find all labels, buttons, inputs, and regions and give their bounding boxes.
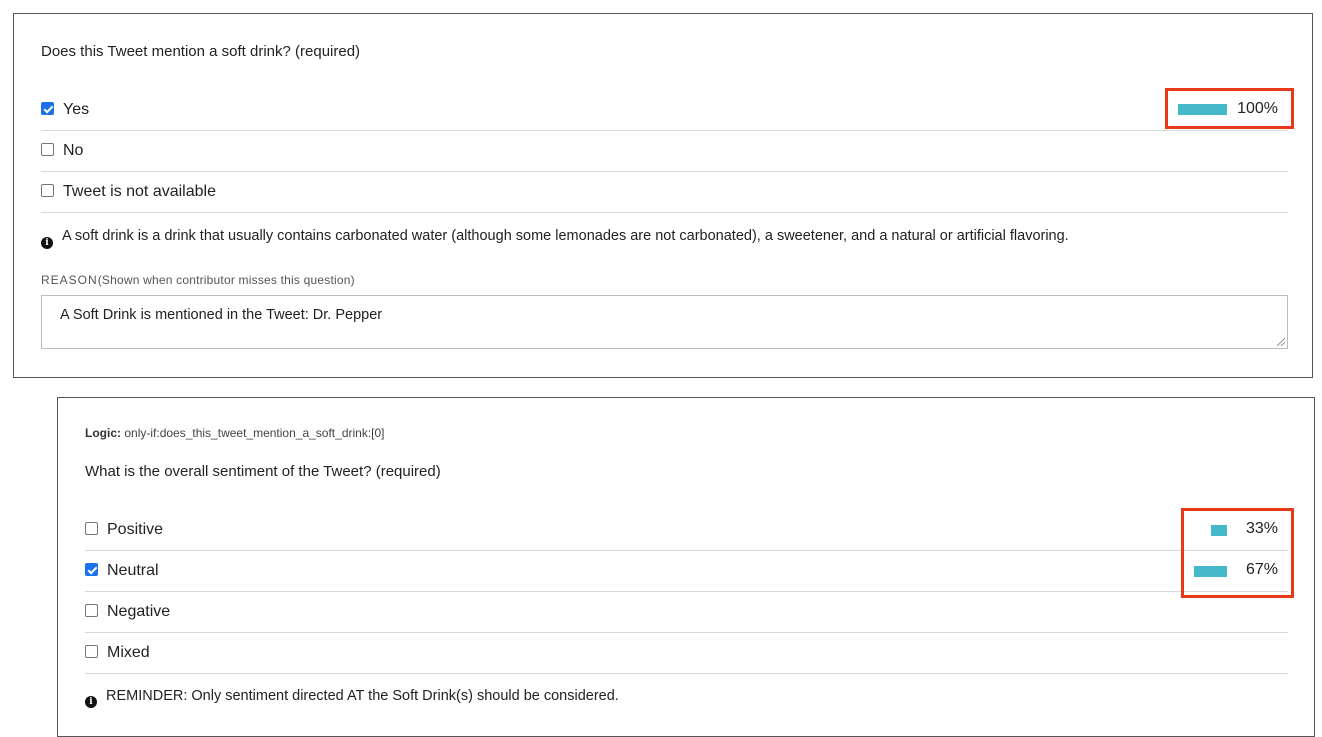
percent-neutral: 67% xyxy=(1245,561,1278,578)
checkbox-icon[interactable] xyxy=(41,102,54,115)
option-yes[interactable] xyxy=(41,91,1288,131)
divider xyxy=(85,632,1288,633)
divider xyxy=(41,212,1288,213)
checkbox-icon[interactable] xyxy=(85,563,98,576)
percent-positive: 33% xyxy=(1245,520,1278,537)
divider xyxy=(41,130,1288,131)
option-label: Tweet is not available xyxy=(63,183,216,200)
option-label: Mixed xyxy=(107,644,150,661)
percent-bar-yes xyxy=(1178,104,1227,115)
reason-text: A Soft Drink is mentioned in the Tweet: Dr. Pepper xyxy=(60,307,383,323)
option-label: Positive xyxy=(107,521,164,538)
question-title: Does this Tweet mention a soft drink? (required) xyxy=(41,43,361,60)
logic-label: Logic: xyxy=(85,426,121,440)
logic-rule xyxy=(85,426,385,440)
checkbox-icon[interactable] xyxy=(41,184,54,197)
divider xyxy=(85,591,1288,592)
option-label: Negative xyxy=(107,603,171,620)
percent-yes: 100% xyxy=(1237,100,1278,117)
percent-bar-neutral xyxy=(1194,566,1227,577)
checkbox-icon[interactable] xyxy=(41,143,54,156)
question-card-soft-drink xyxy=(13,13,1313,378)
percent-bar-positive xyxy=(1211,525,1227,536)
option-label: Yes xyxy=(63,101,90,118)
divider xyxy=(85,550,1288,551)
info-text: REMINDER: Only sentiment directed AT the Soft Drink(s) should be considered. xyxy=(106,688,619,704)
divider xyxy=(85,673,1288,674)
reason-hint: (Shown when contributor misses this question) xyxy=(97,273,355,287)
info-text: A soft drink is a drink that usually contains carbonated water (although some lemonades are not carbonated), a sweetener, and a natural or artificial flavoring. xyxy=(62,228,1069,244)
reason-textarea[interactable] xyxy=(41,295,1288,349)
question-title: What is the overall sentiment of the Tweet? (required) xyxy=(85,463,441,480)
reason-label-caps: REASON xyxy=(41,273,98,287)
checkbox-icon[interactable] xyxy=(85,604,98,617)
option-no[interactable] xyxy=(41,132,1288,172)
option-neutral[interactable] xyxy=(85,552,1288,592)
option-label: Neutral xyxy=(107,562,159,579)
option-negative[interactable] xyxy=(85,593,1288,633)
option-label: No xyxy=(63,142,84,159)
checkbox-icon[interactable] xyxy=(85,645,98,658)
checkbox-icon[interactable] xyxy=(85,522,98,535)
reason-label xyxy=(41,273,355,287)
option-mixed[interactable] xyxy=(85,634,1288,674)
logic-value: only-if:does_this_tweet_mention_a_soft_drink:[0] xyxy=(124,426,385,440)
option-positive[interactable] xyxy=(85,511,1288,551)
info-icon: i xyxy=(85,696,97,708)
question-card-sentiment xyxy=(57,397,1315,737)
resize-handle[interactable] xyxy=(1277,338,1285,346)
divider xyxy=(41,171,1288,172)
option-tweet-not-available[interactable] xyxy=(41,173,1288,213)
info-icon: i xyxy=(41,237,53,249)
